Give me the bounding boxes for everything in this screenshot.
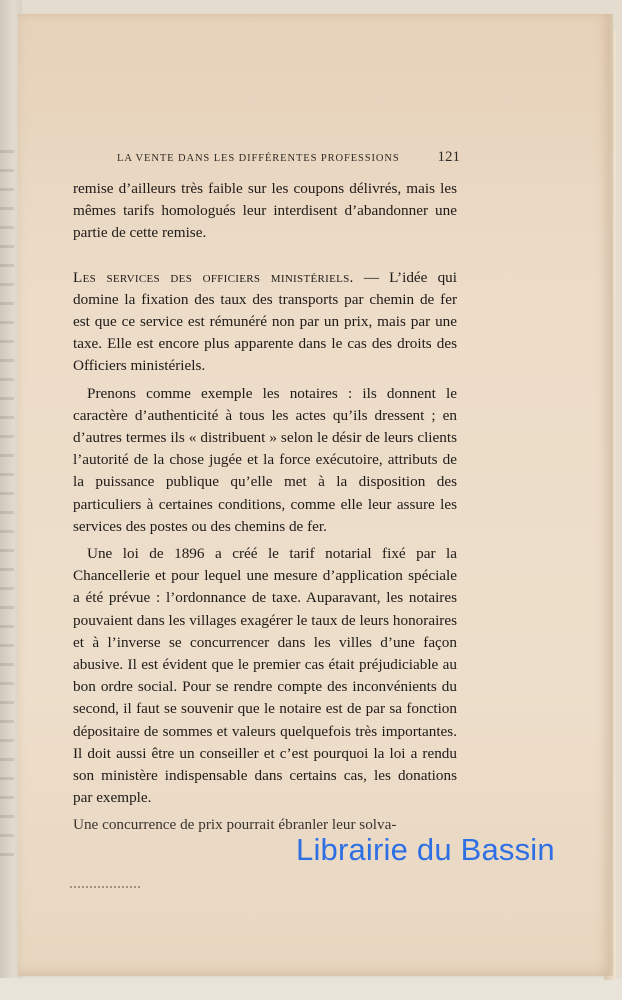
paragraph-continued: remise d’ailleurs très faible sur les coupons délivrés, mais les mêmes tarifs homologués leur interdisent d’abandonner une partie de cette remise. xyxy=(73,180,457,242)
paragraph-section-start xyxy=(73,267,457,378)
body-text xyxy=(73,178,457,837)
page-number: 121 xyxy=(437,149,460,165)
paragraph-section-text: — L’idée qui domine la fixation des taux des transports par chemin de fer est que ce service est rémunéré non par un prix, mais par une taxe. Elle est encore plus apparente dans le cas des droits des Officiers ministériels. xyxy=(73,268,457,375)
scan-background-bottom xyxy=(0,978,622,1000)
running-head xyxy=(117,149,460,166)
bookseller-watermark: Librairie du Bassin xyxy=(296,832,555,867)
section-heading: Les services des officiers ministériels. xyxy=(73,268,354,286)
paragraph-notaires: Prenons comme exemple les notaires : ils donnent le caractère d’authenticité à tous les actes qu’ils dressent ; en d’autres termes ils « distribuent » selon le désir de leurs clients l’autorité de la chose jugée et la force exécutoire, attributs de la puissance publique qu’elle met à la disposition des particuliers à certaines conditions, comme elle leur assure les services des postes ou des chemins de fer. xyxy=(73,384,457,535)
paragraph-loi-1896: Une loi de 1896 a créé le tarif notarial fixé par la Chancellerie et pour lequel une mesure d’application spéciale a été prévue : l’ordonnance de taxe. Auparavant, les notaires pouvaient dans les villages exagérer le taux de leurs honoraires et à l’inverse se concurrencer dans les villes d’une façon abusive. Il est évident que le premier cas était préjudiciable au bon ordre social. Pour se rendre compte des inconvénients du second, il faut se souvenir que le notaire est de par sa fonction dépositaire de sommes et valeurs quelquefois très importantes. Il doit aussi être un conseiller et c’est pourquoi la loi a rendu son ministère indispensable dans certains cas, les donations par exemple. xyxy=(73,545,457,807)
paragraph-cutoff: Une concurrence de prix pourrait ébranler leur solva- xyxy=(73,816,397,834)
facing-page-bleed xyxy=(0,150,14,870)
running-title: LA VENTE DANS LES DIFFÉRENTES PROFESSIONS xyxy=(117,153,400,164)
faint-stamp-mark xyxy=(70,876,140,888)
